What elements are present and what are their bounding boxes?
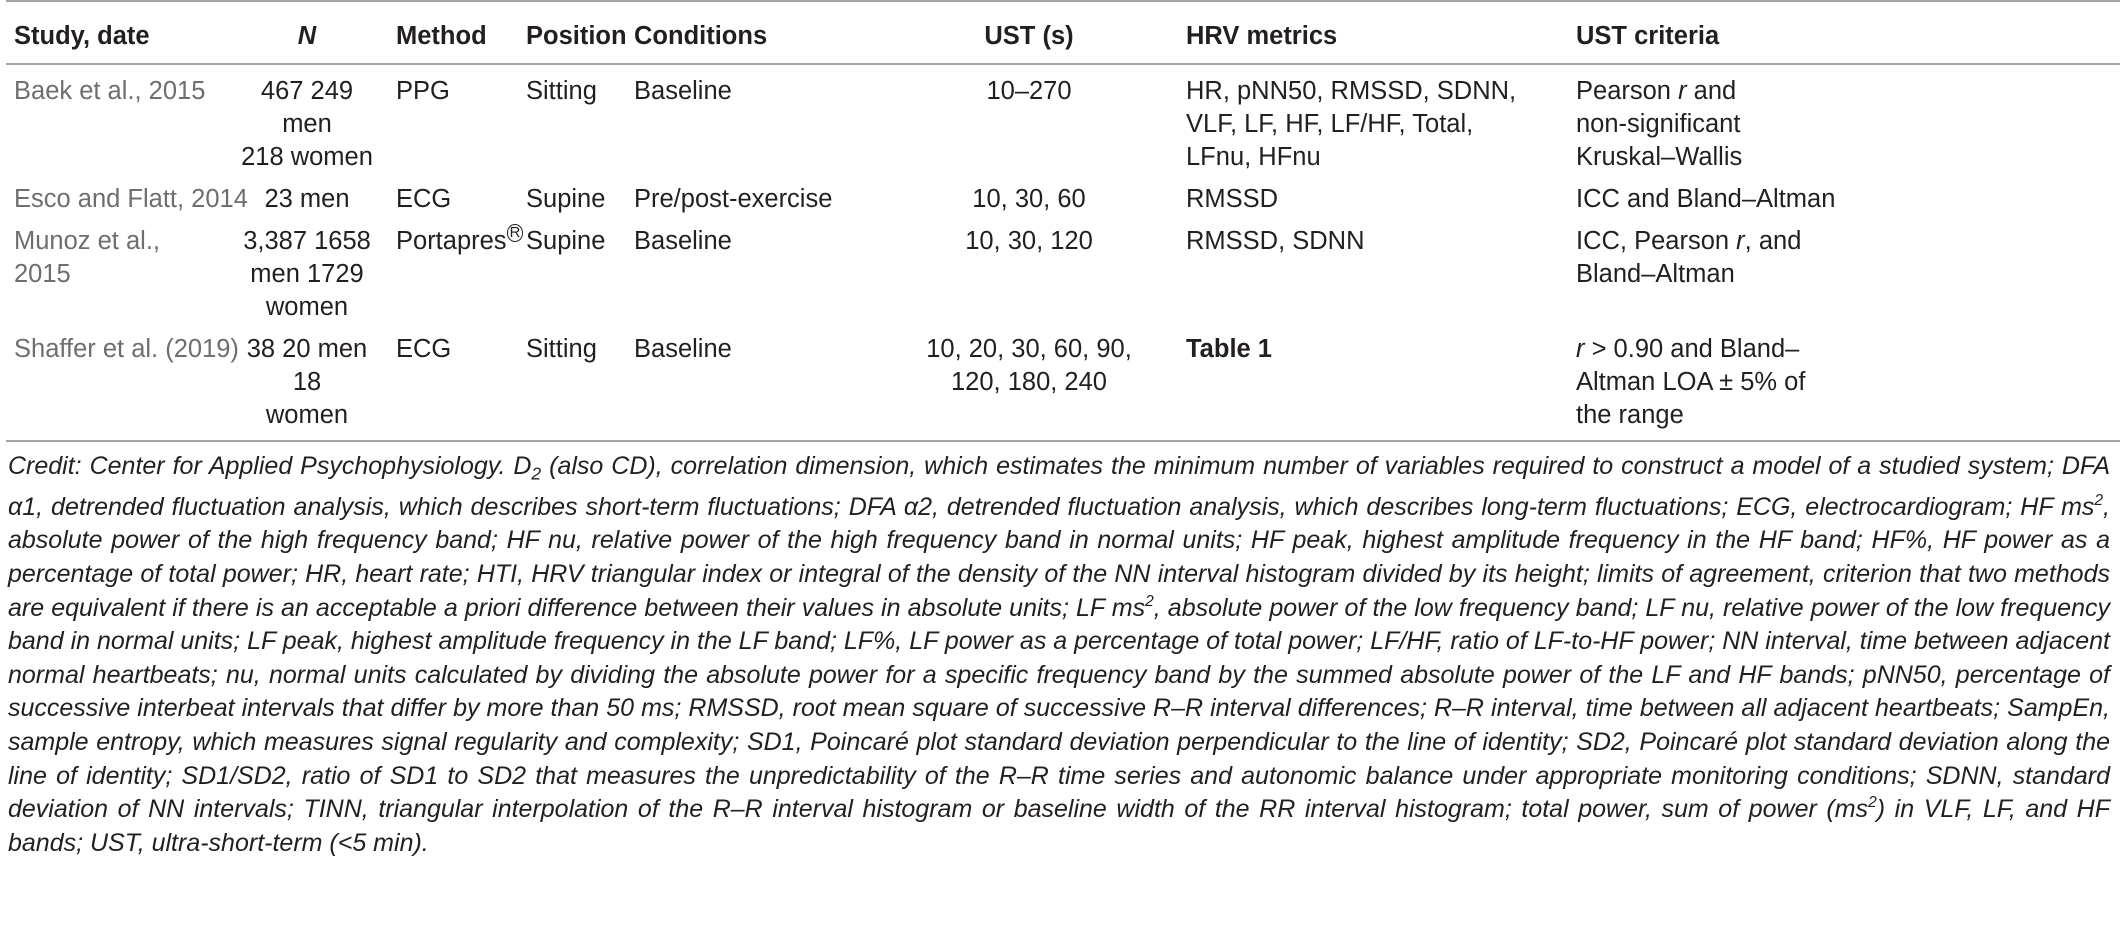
cell-ust: 10–270 (986, 77, 1072, 105)
document (6, 0, 2120, 860)
cell-position: Supine (526, 185, 606, 213)
table-row (6, 64, 2120, 177)
cell-hrv: RMSSD (1186, 185, 1279, 213)
criteria-r-symbol: r (1576, 335, 1585, 363)
criteria-text: , and Bland–Altman (1576, 227, 1802, 288)
footnote-subscript: 2 (531, 463, 542, 484)
cell-n (226, 327, 388, 441)
cell-method: ECG (388, 327, 518, 441)
cell-method: PPG (396, 77, 450, 105)
cell-n-line: men 1729 (250, 260, 364, 288)
cell-n-line: 3,387 1658 (243, 227, 371, 255)
criteria-r-symbol: r (1678, 77, 1687, 105)
header-hrv: HRV metrics (1178, 1, 1568, 64)
cell-n (226, 177, 388, 219)
cell-ust (880, 327, 1178, 441)
footnote-text: , absolute power of the low frequency band; LF nu, relative power of the low frequency band in normal units; LF peak, highest amplitude frequency in the LF band; LF%, LF power as a percentage of total power; LF/HF, ratio of LF-to-HF power; NN interval, time between adjacent normal heartbeats; nu, normal units calculated by dividing the absolute power for a specific frequency band by the summed absolute power of the LF and HF bands; pNN50, percentage of successive interbeat intervals that differ by more than 50 ms; RMSSD, root mean square of successive R–R interval differences; R–R interval, time between all adjacent heartbeats; SampEn, sample entropy, which measures signal regularity and complexity; SD1, Poincaré plot standard deviation perpendicular to the line of identity; SD2, Poincaré plot standard deviation along the line of identity; SD1/SD2, ratio of SD1 to SD2 that measures the unpredictability of the R–R time series and autonomic balance under appropriate monitoring conditions; SDNN, standard deviation of NN intervals; TINN, triangular interpolation of the R–R interval histogram or baseline width of the RR interval histogram; total power, sum of power (ms (8, 593, 2110, 824)
cell-n-line: women (265, 293, 349, 321)
footnote-text: , absolute power of the high frequency band; HF nu, relative power of the high frequency band in normal units; HF peak, highest amplitude frequency in the HF band; HF%, HF power as a percentage of total power; HR, heart rate; HTI, HRV triangular index or integral of the density of the NN interval histogram divided by its height; limits of agreement, criterion that two methods are equivalent if there is an acceptable a priori difference between their values in absolute units; LF ms (8, 492, 2110, 622)
cell-criteria (1568, 327, 2120, 441)
header-row (6, 1, 2120, 64)
cell-conditions: Baseline (626, 327, 880, 441)
cell-n-line: 218 women (241, 143, 373, 171)
criteria-text: Pearson (1576, 77, 1679, 105)
cell-ust-line: 120, 180, 240 (951, 368, 1107, 396)
table-footnote (6, 442, 2120, 860)
cell-n-line: 38 20 men 18 (246, 335, 368, 396)
header-criteria: UST criteria (1568, 1, 2120, 64)
cell-ust: 10, 30, 60 (972, 185, 1086, 213)
cell-criteria: ICC and Bland–Altman (1576, 185, 1836, 213)
header-conditions: Conditions (626, 1, 880, 64)
footnote-superscript: 2 (1868, 794, 1877, 812)
cell-study: Esco and Flatt, 2014 (14, 185, 248, 213)
header-n: N (226, 1, 388, 64)
criteria-text: > 0.90 and Bland–Altman LOA ± 5% of the range (1576, 335, 1806, 429)
header-method: Method (388, 1, 518, 64)
cell-study: Baek et al., 2015 (14, 77, 206, 105)
table-row (6, 327, 2120, 441)
cell-n (226, 64, 388, 177)
cell-method: ECG (396, 185, 452, 213)
table-row (6, 177, 2120, 219)
table-row (6, 219, 2120, 327)
cell-method (388, 219, 521, 327)
cell-n-line: women (265, 401, 349, 429)
cell-conditions: Baseline (634, 227, 732, 255)
cell-hrv: HR, pNN50, RMSSD, SDNN, VLF, LF, HF, LF/HF, Total, LFnu, HFnu (1186, 77, 1517, 171)
method-text: Portapres (396, 227, 507, 255)
cell-study: Shaffer et al. (2019) (6, 327, 226, 441)
header-position: Position (518, 1, 626, 64)
footnote-text: ) in VLF, LF, and HF bands; UST, ultra-short-term (<5 min). (8, 795, 2110, 857)
footnote-text: (also CD), correlation dimension, which estimates the minimum number of variables required to construct a model of a studied system; DFA α1, detrended fluctuation analysis, which describes short-term fluctuations; DFA α2, detrended fluctuation analysis, which describes long-term fluctuations; ECG, electrocardiogram; HF ms (8, 452, 2110, 521)
cell-hrv-table-ref: Table 1 (1178, 327, 1568, 441)
header-study: Study, date (6, 1, 226, 64)
cell-conditions: Baseline (634, 77, 732, 105)
cell-criteria (1568, 64, 2120, 177)
footnote-text: Credit: Center for Applied Psychophysiology. D (8, 452, 532, 480)
cell-n-line: 467 249 men (260, 77, 354, 138)
cell-conditions: Pre/post-exercise (634, 185, 833, 213)
header-ust: UST (s) (880, 1, 1178, 64)
criteria-text: and non-significant Kruskal–Wallis (1576, 77, 1743, 171)
cell-position: Sitting (518, 327, 626, 441)
cell-ust-line: 10, 20, 30, 60, 90, (926, 335, 1132, 363)
cell-criteria (1568, 219, 2120, 327)
cell-n-line: 23 men (264, 185, 350, 213)
cell-study: Munoz et al., 2015 (14, 227, 160, 288)
cell-position: Sitting (526, 77, 597, 105)
cell-ust: 10, 30, 120 (965, 227, 1093, 255)
cell-hrv: RMSSD, SDNN (1186, 227, 1365, 255)
criteria-r-symbol: r (1736, 227, 1745, 255)
registered-mark: R (507, 224, 524, 242)
cell-n (226, 219, 388, 327)
cell-position: Supine (526, 227, 606, 255)
criteria-text: ICC, Pearson (1576, 227, 1737, 255)
ust-studies-table (6, 0, 2120, 442)
footnote-superscript: 2 (2094, 491, 2104, 509)
footnote-superscript: 2 (1145, 592, 1154, 610)
